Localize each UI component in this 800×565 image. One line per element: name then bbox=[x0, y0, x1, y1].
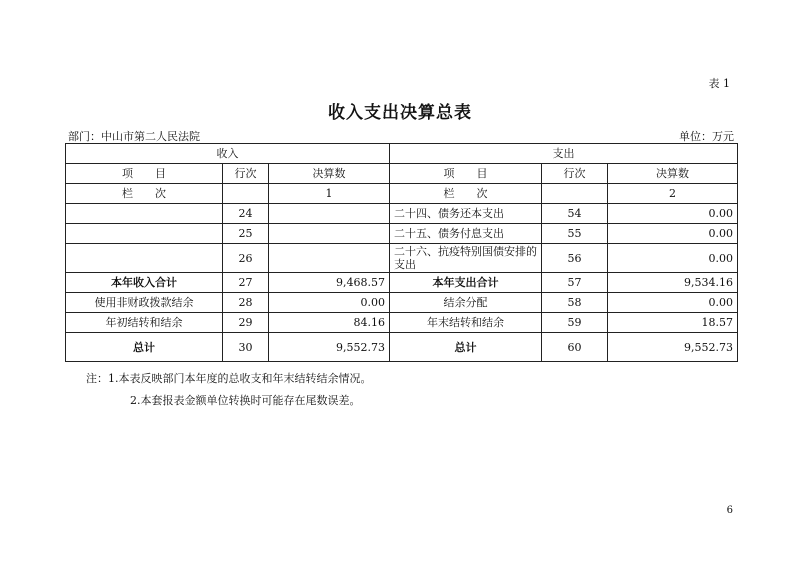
right-line: 59 bbox=[542, 313, 608, 333]
right-item: 结余分配 bbox=[390, 293, 542, 313]
expense-column-index: 2 bbox=[608, 184, 738, 204]
left-amount bbox=[269, 224, 390, 244]
income-header: 收入 bbox=[66, 144, 390, 164]
department-label: 部门：中山市第二人民法院 bbox=[68, 130, 200, 143]
right-item: 年末结转和结余 bbox=[390, 313, 542, 333]
right-amount: 0.00 bbox=[608, 224, 738, 244]
note-1: 注：1.本表反映部门本年度的总收支和年末结转结余情况。 bbox=[86, 372, 372, 385]
left-amount: 0.00 bbox=[269, 293, 390, 313]
section-header-row bbox=[66, 144, 738, 164]
right-line: 57 bbox=[542, 273, 608, 293]
table-row bbox=[66, 204, 738, 224]
left-amount: 9,468.57 bbox=[269, 273, 390, 293]
left-item bbox=[66, 204, 223, 224]
left-line: 26 bbox=[223, 244, 269, 273]
left-line: 28 bbox=[223, 293, 269, 313]
left-line: 24 bbox=[223, 204, 269, 224]
income-item-header: 项 目 bbox=[66, 164, 223, 184]
table-meta bbox=[68, 128, 734, 144]
right-item: 二十五、债务付息支出 bbox=[390, 224, 542, 244]
right-line: 60 bbox=[542, 333, 608, 362]
left-item: 总计 bbox=[66, 333, 223, 362]
empty-cell bbox=[542, 184, 608, 204]
left-item bbox=[66, 224, 223, 244]
right-line: 55 bbox=[542, 224, 608, 244]
left-item: 年初结转和结余 bbox=[66, 313, 223, 333]
empty-cell bbox=[223, 184, 269, 204]
expense-column-label: 栏 次 bbox=[390, 184, 542, 204]
left-item: 使用非财政拨款结余 bbox=[66, 293, 223, 313]
income-amount-header: 决算数 bbox=[269, 164, 390, 184]
expense-item-header: 项 目 bbox=[390, 164, 542, 184]
page-number: 6 bbox=[726, 505, 733, 516]
right-amount: 0.00 bbox=[608, 293, 738, 313]
table-row bbox=[66, 273, 738, 293]
right-item: 总计 bbox=[390, 333, 542, 362]
right-amount: 0.00 bbox=[608, 244, 738, 273]
column-index-row bbox=[66, 184, 738, 204]
right-item: 二十四、债务还本支出 bbox=[390, 204, 542, 224]
income-line-header: 行次 bbox=[223, 164, 269, 184]
table-row bbox=[66, 244, 738, 273]
left-item bbox=[66, 244, 223, 273]
left-item: 本年收入合计 bbox=[66, 273, 223, 293]
left-amount bbox=[269, 244, 390, 273]
right-line: 58 bbox=[542, 293, 608, 313]
table-row bbox=[66, 293, 738, 313]
page-title: 收入支出决算总表 bbox=[328, 103, 472, 123]
unit-label: 单位：万元 bbox=[679, 130, 734, 143]
left-line: 25 bbox=[223, 224, 269, 244]
note-2: 2.本套报表金额单位转换时可能存在尾数误差。 bbox=[130, 394, 361, 407]
left-amount: 9,552.73 bbox=[269, 333, 390, 362]
right-line: 54 bbox=[542, 204, 608, 224]
table-number: 表 1 bbox=[708, 77, 730, 90]
column-header-row bbox=[66, 164, 738, 184]
right-amount: 9,534.16 bbox=[608, 273, 738, 293]
right-amount: 18.57 bbox=[608, 313, 738, 333]
income-expense-table bbox=[65, 143, 738, 362]
left-line: 29 bbox=[223, 313, 269, 333]
right-amount: 0.00 bbox=[608, 204, 738, 224]
expense-amount-header: 决算数 bbox=[608, 164, 738, 184]
right-item: 二十六、抗疫特别国债安排的支出 bbox=[390, 244, 542, 273]
table-notes bbox=[86, 368, 372, 412]
left-line: 27 bbox=[223, 273, 269, 293]
income-column-label: 栏 次 bbox=[66, 184, 223, 204]
income-column-index: 1 bbox=[269, 184, 390, 204]
left-line: 30 bbox=[223, 333, 269, 362]
right-amount: 9,552.73 bbox=[608, 333, 738, 362]
expense-line-header: 行次 bbox=[542, 164, 608, 184]
expense-header: 支出 bbox=[390, 144, 738, 164]
left-amount: 84.16 bbox=[269, 313, 390, 333]
table-row bbox=[66, 224, 738, 244]
table-row bbox=[66, 313, 738, 333]
left-amount bbox=[269, 204, 390, 224]
right-item: 本年支出合计 bbox=[390, 273, 542, 293]
table-row bbox=[66, 333, 738, 362]
right-line: 56 bbox=[542, 244, 608, 273]
